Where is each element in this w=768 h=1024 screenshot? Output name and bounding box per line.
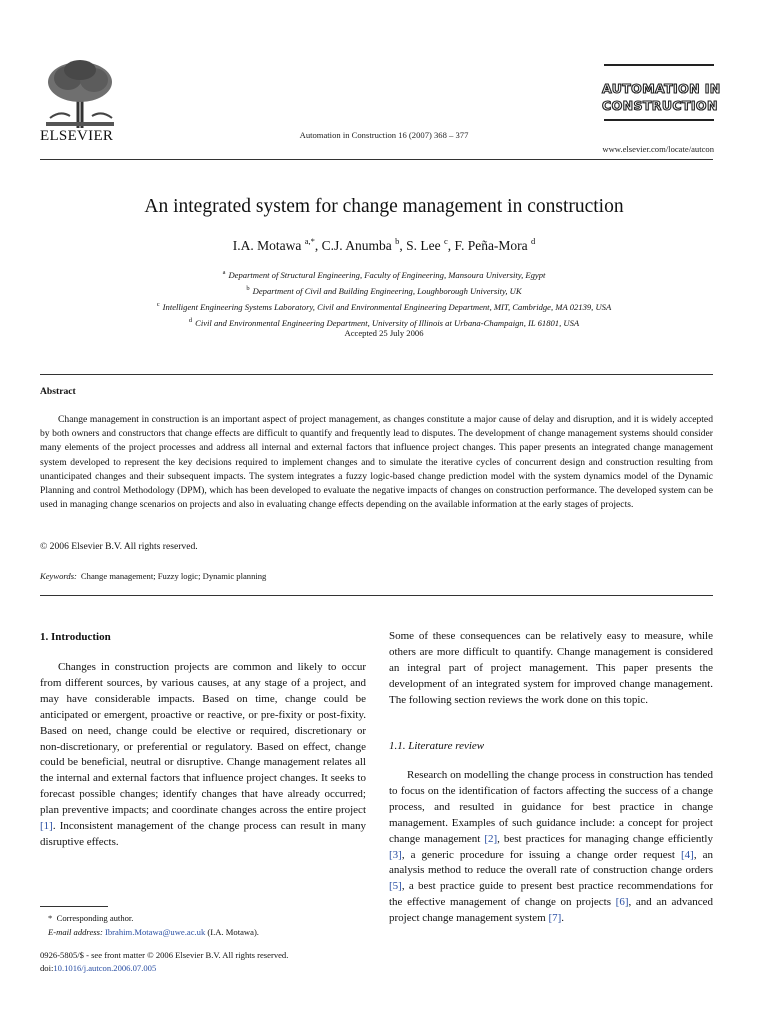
footnote	[40, 912, 259, 939]
email-owner: (I.A. Motawa).	[207, 926, 259, 937]
abstract-bottom-rule	[40, 595, 713, 596]
journal-reference: Automation in Construction 16 (2007) 368 – 377	[299, 130, 469, 140]
issn-block	[40, 949, 288, 975]
footnote-rule	[40, 906, 108, 907]
citation-link[interactable]: [1]	[40, 820, 53, 833]
author-affil-mark: c	[443, 236, 448, 246]
paragraph	[389, 768, 713, 927]
keywords-label: Keywords:	[40, 571, 77, 581]
email-link[interactable]: Ibrahim.Motawa@uwe.ac.uk	[104, 926, 206, 937]
paragraph	[40, 660, 366, 851]
abstract-top-rule	[40, 374, 713, 375]
affil-text: Department of Civil and Building Engineering, Loughborough University, UK	[252, 286, 522, 296]
affiliation	[0, 282, 768, 298]
keywords-value: Change management; Fuzzy logic; Dynamic planning	[80, 571, 267, 581]
publisher-name: ELSEVIER	[40, 128, 114, 144]
brand-top-rule	[604, 64, 714, 66]
author-affil-mark: a,*	[304, 236, 315, 246]
paragraph-text: Changes in construction projects are common and likely to occur from different sources, by various causes, at any stage of a project, and may have considerable impacts. Based on time, change could be anticipated or emergent, proactive or reactive, or pre-fixity or post-fixity. Based on need, change could be elective or required, discretionary or non-discretionary, or preferential or regulatory. Based on effect, change could be beneficial, neutral or disruptive. Change management relates all the internal and external factors that influence project changes. It seeks to forecast possible changes; identify changes that have already occurred; plan preventive impacts; and coordinate changes across the entire project	[40, 661, 366, 817]
left-column-text	[40, 660, 366, 851]
abstract-text: Change management in construction is an important aspect of project management, as changes constitute a major cause of delay and disruption, and it is widely accepted by both owners and constructors that change effects are difficult to quantify and frequently lead to disputes. The development of change management systems should consider many elements of the project processes and address all internal and external factors that influence project changes. This paper presents an integrated change management system developed to represent the key decisions required to implement changes and to simulate the iterative cycles of concurrent design and construction resulting from unanticipated changes and their subsequent impacts. The system integrates a fuzzy logic-based change prediction model with the system dynamics model of the Dynamic Planning and control Methodology (DPM), which has been developed to evaluate the negative impacts of changes on construction performance. The developed system can be used in managing change scenarios on projects and also in evaluating change effects depending on the available information at the early stages of projects.	[40, 414, 713, 511]
citation-link[interactable]: [7]	[548, 912, 562, 925]
abstract-heading: Abstract	[40, 386, 76, 397]
affil-text: Department of Structural Engineering, Faculty of Engineering, Mansoura University, Egypt	[228, 270, 546, 280]
paragraph: Some of these consequences can be relatively easy to measure, while others are more difficult to quantify. Change management is considered an integral part of project management. This paper presents the development of an integrated system for improved change management. The following section reviews the work done on this topic.	[389, 630, 713, 706]
paragraph-text: , an analysis method to reduce the overall rate of construction change orders	[389, 848, 713, 877]
right-column-text-2	[389, 768, 713, 927]
footnote-mark: *	[48, 913, 53, 923]
paper-title: An integrated system for change management in construction	[144, 196, 624, 217]
email-label: E-mail address:	[48, 926, 103, 937]
journal-brand	[602, 80, 721, 114]
section-heading: 1. Introduction	[40, 631, 111, 643]
citation-link[interactable]: [6]	[615, 896, 629, 909]
author-name: I.A. Motawa	[232, 238, 302, 253]
affil-mark: a	[222, 269, 226, 276]
paragraph-text: . Inconsistent management of the change process can result in many disruptive effects.	[40, 820, 366, 848]
citation-link[interactable]: [2]	[484, 832, 498, 845]
abstract-body	[40, 413, 713, 512]
right-column-text	[389, 629, 713, 709]
author-name: F. Peña-Mora	[454, 238, 528, 253]
footnote-email-line	[40, 926, 259, 940]
subsection-heading: 1.1. Literature review	[389, 740, 485, 752]
affil-text: Intelligent Engineering Systems Laboratory, Civil and Environmental Engineering Department, MIT, Cambridge, MA 02139, USA	[162, 302, 612, 312]
issn-line: 0926-5805/$ - see front matter © 2006 Elsevier B.V. All rights reserved.	[40, 950, 289, 960]
affil-mark: d	[188, 317, 193, 324]
author-affil-mark: b	[395, 236, 400, 246]
paragraph-text: Research on modelling the change process in construction has tended to focus on the identification of factors affecting the success of a change process, and resulted in guidance for best practice in change management. Examples of such guidance include: a concept for project change management	[389, 769, 713, 845]
citation-link[interactable]: [4]	[681, 848, 694, 861]
citation-link[interactable]: [5]	[389, 880, 402, 893]
doi-link[interactable]: 10.1016/j.autcon.2006.07.005	[53, 963, 157, 973]
affiliation-list	[0, 266, 768, 330]
accepted-date: Accepted 25 July 2006	[344, 328, 424, 338]
paragraph-text: , a best practice guide to present best practice recommendations for the effective management of change on projects	[389, 880, 713, 909]
paragraph-text: , a generic procedure for issuing a change order request	[401, 848, 682, 861]
affiliation	[0, 266, 768, 282]
affil-mark: c	[156, 301, 160, 308]
author-name: C.J. Anumba	[321, 238, 392, 253]
affil-mark: b	[246, 285, 250, 292]
abstract-copyright: © 2006 Elsevier B.V. All rights reserved.	[40, 541, 198, 552]
paragraph-text: , and an advanced project change management system	[389, 896, 714, 925]
paragraph-text: , best practices for managing change efficiently	[497, 832, 713, 845]
affil-text: Civil and Environmental Engineering Department, University of Illinois at Urbana-Champaign, IL 61801, USA	[195, 318, 580, 328]
journal-url[interactable]: www.elsevier.com/locate/autcon	[602, 144, 714, 154]
citation-link[interactable]: [3]	[389, 848, 402, 861]
footnote-corresponding	[40, 912, 259, 926]
doi-label: doi:	[40, 963, 54, 973]
footnote-text: Corresponding author.	[56, 913, 134, 923]
doi-line	[40, 962, 288, 975]
header-rule	[40, 159, 713, 160]
elsevier-tree-icon	[40, 58, 120, 130]
keywords	[40, 571, 266, 581]
author-affil-mark: d	[531, 236, 536, 246]
author-name: S. Lee	[406, 238, 441, 253]
paragraph-text: .	[561, 912, 565, 925]
affiliation	[0, 298, 768, 314]
journal-brand-line2: CONSTRUCTION	[602, 98, 718, 113]
author-list: I.A. Motawa $^{a,*}$, C.J. Anumba $^b$, S. Lee $^c$, F. Peña-Mora $^d$	[232, 236, 536, 253]
brand-bottom-rule	[604, 119, 714, 121]
journal-brand-line1: AUTOMATION IN	[602, 81, 721, 96]
